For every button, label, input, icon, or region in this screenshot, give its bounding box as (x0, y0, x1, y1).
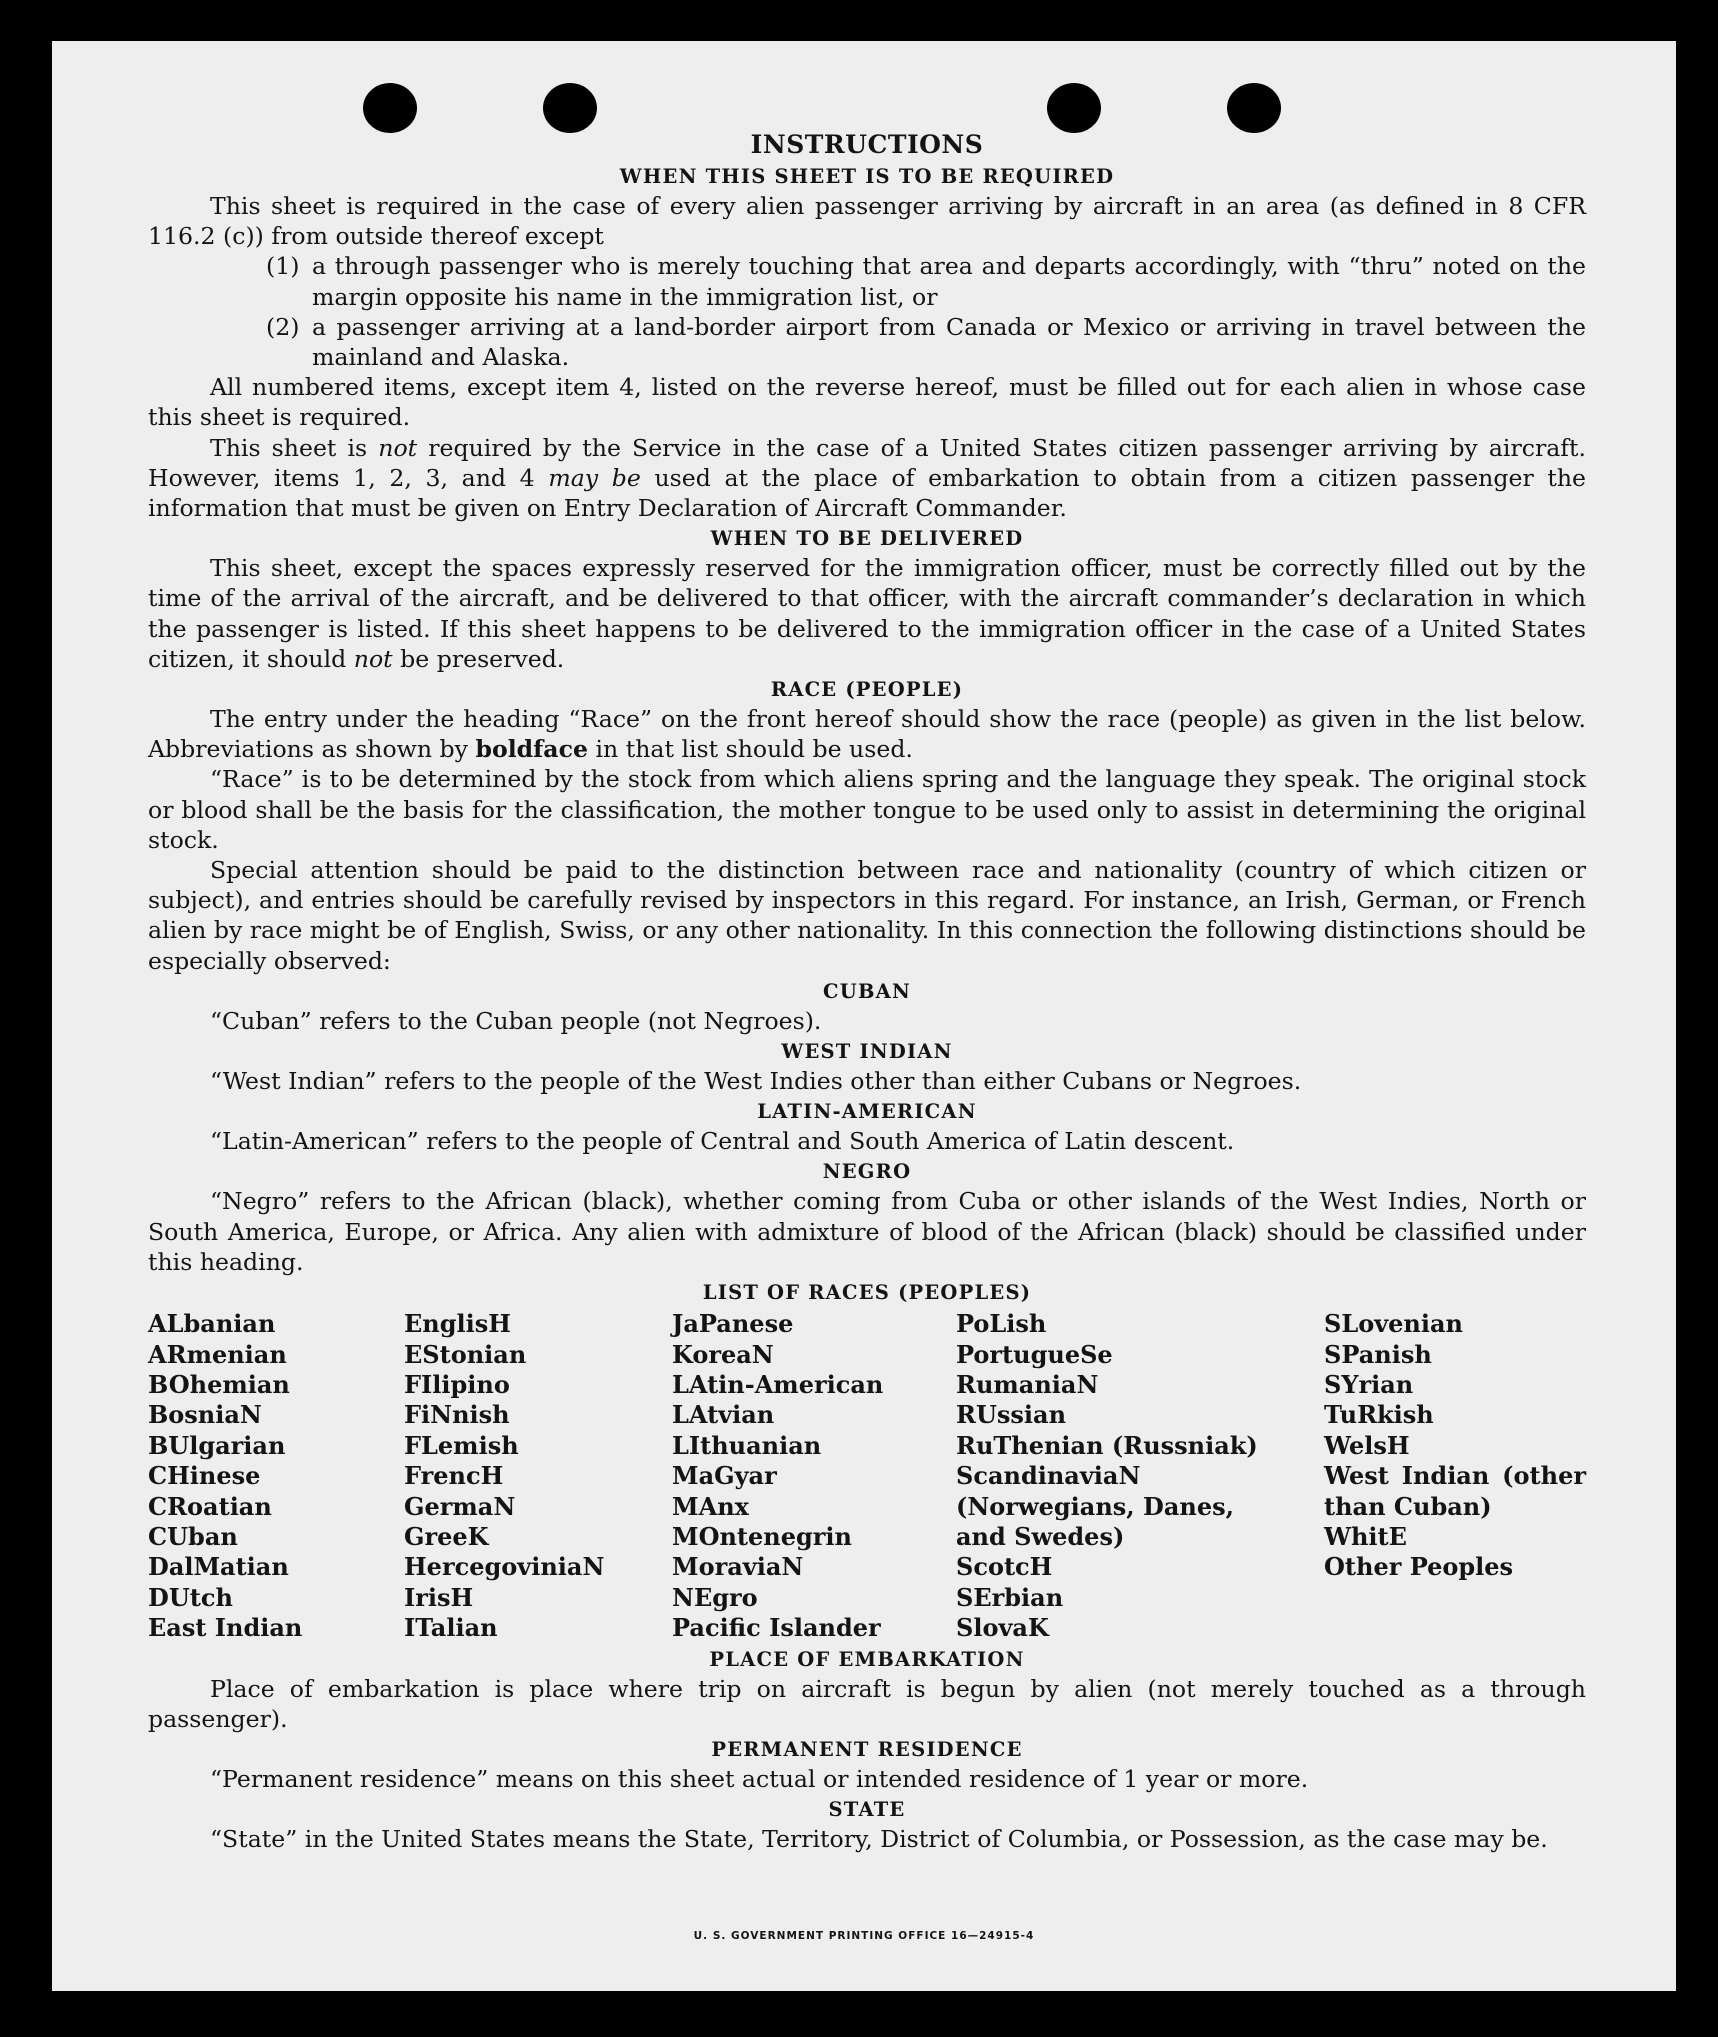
exception-item-2 (266, 312, 1586, 372)
race-entry: MaGyar (672, 1461, 777, 1491)
race-entry: BUlgarian (148, 1430, 286, 1460)
race-entry: RUssian (956, 1400, 1067, 1430)
punch-hole (1227, 83, 1281, 133)
race-entry: BosniaN (148, 1400, 262, 1430)
west-indian-paragraph: “West Indian” refers to the people of the West Indies other than either Cubans or Negroes. (210, 1067, 1302, 1096)
required-paragraph-2: All numbered items, except item 4, listed on the reverse hereof, must be filled out for each alien in whose case this sheet is required. (148, 373, 1586, 432)
race-entry: MOntenegrin (672, 1521, 852, 1551)
races-column-1 (148, 1309, 404, 1643)
document-body (148, 129, 1586, 1854)
race-entry: LAtin-American (672, 1369, 884, 1399)
race-entry: EnglisH (404, 1309, 511, 1339)
race-entry: FIlipino (404, 1369, 510, 1399)
cuban-paragraph: “Cuban” refers to the Cuban people (not Negroes). (210, 1006, 822, 1035)
punch-hole (363, 83, 417, 133)
heading-latin-american: LATIN-AMERICAN (757, 1100, 977, 1124)
latin-american-paragraph: “Latin-American” refers to the people of Central and South America of Latin descent. (210, 1127, 1235, 1156)
race-paragraph-2: “Race” is to be determined by the stock from which aliens spring and the language they speak. The original stock or blood shall be the basis for the classification, the mother tongue to be used only to assist in determining the original stock. (148, 765, 1586, 854)
race-entry: LAtvian (672, 1400, 775, 1430)
race-entry: TuRkish (1324, 1400, 1434, 1430)
item-number: (1) (266, 252, 300, 281)
race-entry: PoLish (956, 1309, 1047, 1339)
race-entry: FiNnish (404, 1400, 510, 1430)
races-column-5 (1324, 1309, 1586, 1643)
race-entry: CUban (148, 1521, 238, 1551)
race-entry: DalMatian (148, 1552, 289, 1582)
punch-hole (543, 83, 597, 133)
race-entry: CRoatian (148, 1491, 272, 1521)
race-entry: DUtch (148, 1582, 233, 1612)
race-entry: SPanish (1324, 1339, 1432, 1369)
heading-required: WHEN THIS SHEET IS TO BE REQUIRED (619, 165, 1115, 188)
item-text: a passenger arriving at a land-border airport from Canada or Mexico or arriving in travel between the mainland and Alaska. (312, 312, 1586, 372)
race-paragraph-3: Special attention should be paid to the distinction between race and nationality (country of which citizen or subject), and entries should be carefully revised by inspectors in this regard. For instance, an Irish, German, or French alien by race might be of English, Swiss, or any other nationality. In this connection the following distinctions should be especially observed: (148, 856, 1586, 975)
race-entry: ITalian (404, 1613, 498, 1643)
negro-paragraph: “Negro” refers to the African (black), whether coming from Cuba or other islands of the West Indies, North or South America, Europe, or Africa. Any alien with admixture of blood of the African (black) should be classified under this heading. (148, 1187, 1586, 1276)
race-entry: GreeK (404, 1521, 489, 1551)
required-intro: This sheet is required in the case of every alien passenger arriving by aircraft in an area (as defined in 8 CFR 116.2 (c)) from outside thereof except (148, 192, 1586, 251)
races-list (148, 1309, 1586, 1643)
race-entry: ARmenian (148, 1339, 287, 1369)
race-entry: ScotcH (956, 1552, 1053, 1582)
race-entry: ScandinaviaN (Norwegians, Danes, and Swedes) (956, 1461, 1234, 1551)
exception-item-1 (266, 251, 1586, 311)
race-entry: GermaN (404, 1491, 516, 1521)
race-entry: MAnx (672, 1491, 749, 1521)
race-entry: NEgro (672, 1582, 758, 1612)
races-column-2 (404, 1309, 672, 1643)
heading-negro: NEGRO (822, 1160, 912, 1184)
race-entry: RuThenian (Russniak) (956, 1430, 1258, 1460)
punch-hole (1047, 83, 1101, 133)
race-entry: HercegoviniaN (404, 1552, 605, 1582)
item-number: (2) (266, 312, 300, 341)
race-entry: ALbanian (148, 1309, 276, 1339)
printer-imprint: U. S. GOVERNMENT PRINTING OFFICE 16—24915-4 (693, 1930, 1035, 1942)
race-entry: MoraviaN (672, 1552, 804, 1582)
races-column-3 (672, 1309, 956, 1643)
heading-cuban: CUBAN (823, 979, 911, 1003)
race-entry: IrisH (404, 1582, 474, 1612)
race-entry: SlovaK (956, 1613, 1049, 1643)
race-entry: BOhemian (148, 1369, 290, 1399)
state-paragraph: “State” in the United States means the State, Territory, District of Columbia, or Possession, as the case may be. (210, 1825, 1548, 1854)
race-entry: EStonian (404, 1339, 527, 1369)
race-entry: SYrian (1324, 1369, 1414, 1399)
race-entry: Other Peoples (1324, 1552, 1514, 1582)
page-title: INSTRUCTIONS (750, 130, 984, 159)
race-entry: FLemish (404, 1430, 519, 1460)
item-text: a through passenger who is merely touching that area and departs accordingly, with “thru” noted on the margin opposite his name in the immigration list, or (312, 252, 1586, 311)
race-entry: JaPanese (672, 1309, 794, 1339)
heading-state: STATE (828, 1798, 906, 1822)
heading-west-indian: WEST INDIAN (781, 1040, 953, 1064)
heading-delivered: WHEN TO BE DELIVERED (710, 527, 1024, 551)
race-entry: SLovenian (1324, 1309, 1463, 1339)
heading-embarkation: PLACE OF EMBARKATION (709, 1647, 1025, 1671)
delivered-paragraph: This sheet, except the spaces expressly reserved for the immigration officer, must be correctly filled out by the time of the arrival of the aircraft, and be delivered to that officer, with the aircraft commander’s declaration in which the passenger is listed. If this sheet happens to be delivered to the immigration officer in the case of a United States citizen, it should not be preserved. (148, 554, 1586, 673)
race-entry: East Indian (148, 1613, 303, 1643)
residence-paragraph: “Permanent residence” means on this sheet actual or intended residence of 1 year or more. (210, 1764, 1309, 1793)
race-entry: PortugueSe (956, 1339, 1113, 1369)
race-entry: Pacific Islander (672, 1613, 881, 1643)
embarkation-paragraph: Place of embarkation is place where trip on aircraft is begun by alien (not merely touched as a through passenger). (148, 1674, 1586, 1733)
race-entry: KoreaN (672, 1339, 774, 1369)
heading-race: RACE (PEOPLE) (770, 678, 964, 702)
race-entry: LIthuanian (672, 1430, 822, 1460)
race-entry: West Indian (other than Cuban) (1324, 1461, 1586, 1521)
race-entry: SErbian (956, 1582, 1064, 1612)
required-paragraph-3: This sheet is not required by the Service in the case of a United States citizen passenger arriving by aircraft. However, items 1, 2, 3, and 4 may be used at the place of embarkation to obtain from a citizen passenger the information that must be given on Entry Declaration of Aircraft Commander. (148, 433, 1587, 523)
document-page (52, 41, 1676, 1991)
heading-list-of-races: LIST OF RACES (PEOPLES) (702, 1281, 1032, 1305)
heading-residence: PERMANENT RESIDENCE (711, 1737, 1023, 1761)
race-paragraph-1: The entry under the heading “Race” on the front hereof should show the race (people) as given in the list below. Abbreviations as shown by boldface in that list should be used. (148, 705, 1586, 764)
race-entry: WelsH (1324, 1430, 1410, 1460)
race-entry: RumaniaN (956, 1369, 1099, 1399)
race-entry: WhitE (1324, 1521, 1407, 1551)
race-entry: CHinese (148, 1461, 261, 1491)
races-column-4 (956, 1309, 1324, 1643)
race-entry: FrencH (404, 1461, 504, 1491)
